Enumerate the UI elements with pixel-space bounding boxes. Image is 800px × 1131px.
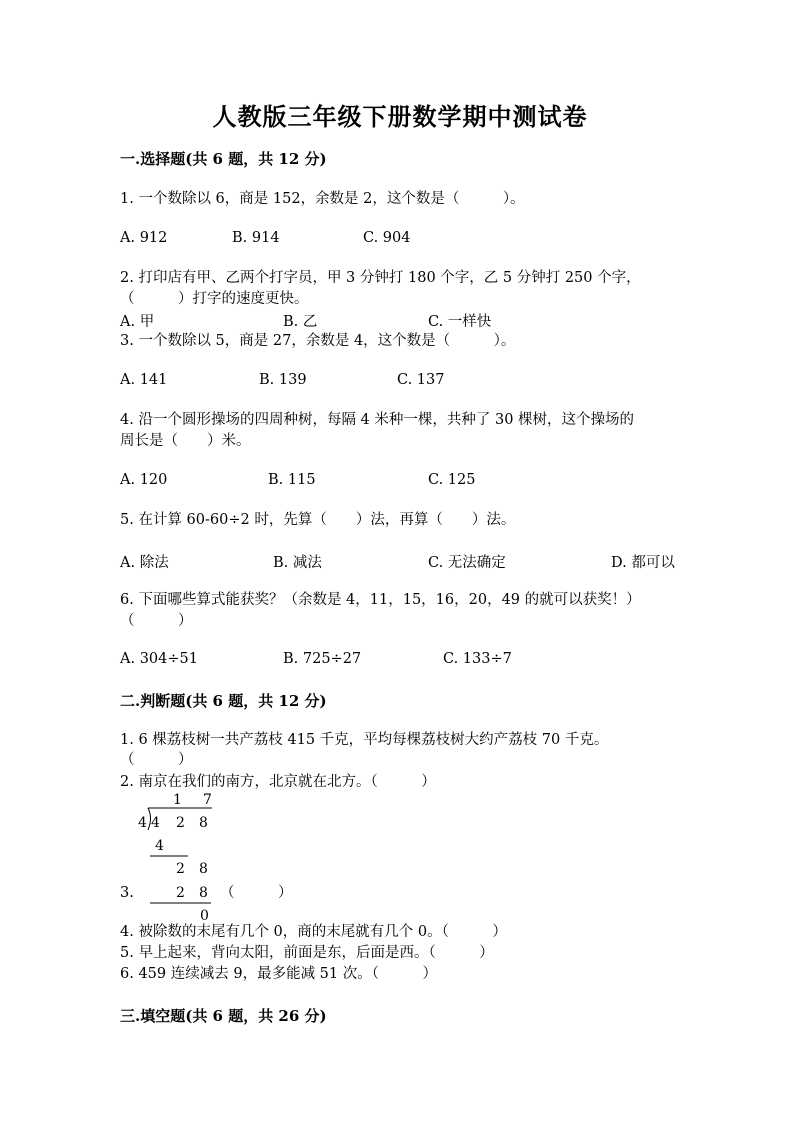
section-heading-choice: 一.选择题(共 6 题，共 12 分)	[120, 150, 327, 168]
section-heading-judge: 二.判断题(共 6 题，共 12 分)	[120, 692, 327, 710]
dividend-digit-3: 8	[199, 815, 208, 831]
judge-2: 2. 南京在我们的南方，北京就在北方。（ ）	[120, 774, 436, 790]
option-1-2-b: B. 乙	[283, 314, 318, 330]
question-1-4-line2: 周长是（ ）米。	[120, 433, 251, 449]
option-1-1-c: C. 904	[363, 230, 411, 246]
step3-digit-2: 8	[199, 885, 208, 901]
step2-digit-2: 8	[199, 861, 208, 877]
remainder-digit: 0	[200, 908, 209, 924]
option-1-5-a: A. 除法	[120, 555, 169, 571]
judge-5: 5. 早上起来，背向太阳，前面是东，后面是西。（ ）	[120, 945, 494, 961]
option-1-6-c: C. 133÷7	[443, 651, 512, 667]
judge-3-paren: （ ）	[220, 885, 293, 901]
option-1-5-b: B. 减法	[273, 555, 322, 571]
dividend-digit-2: 2	[176, 815, 185, 831]
page-title: 人教版三年级下册数学期中测试卷	[212, 102, 588, 131]
step3-digit-1: 2	[176, 885, 185, 901]
judge-1-line2: （ ）	[120, 752, 193, 768]
dividend-digit-1: 4	[151, 815, 160, 831]
quotient-digit-2: 7	[203, 792, 212, 808]
option-1-2-c: C. 一样快	[428, 314, 492, 330]
long-division-figure	[136, 786, 226, 926]
divisor-digit: 4	[138, 815, 147, 831]
option-1-4-a: A. 120	[120, 472, 168, 488]
judge-6: 6. 459 连续减去 9，最多能减 51 次。（ ）	[120, 966, 437, 982]
question-1-1: 1. 一个数除以 6，商是 152，余数是 2，这个数是（ ）。	[120, 191, 525, 207]
question-1-2-line1: 2. 打印店有甲、乙两个打字员，甲 3 分钟打 180 个字，乙 5 分钟打 250 个字，	[120, 270, 641, 286]
step1-digit: 4	[155, 838, 164, 854]
option-1-2-a: A. 甲	[120, 314, 155, 330]
question-1-5: 5. 在计算 60-60÷2 时，先算（ ）法，再算（ ）法。	[120, 512, 516, 528]
section-heading-fill: 三.填空题(共 6 题，共 26 分)	[120, 1007, 327, 1025]
option-1-3-b: B. 139	[259, 372, 307, 388]
judge-1-line1: 1. 6 棵荔枝树一共产荔枝 415 千克，平均每棵荔枝树大约产荔枝 70 千克。	[120, 732, 609, 748]
option-1-5-d: D. 都可以	[611, 555, 675, 571]
option-1-1-a: A. 912	[120, 230, 168, 246]
question-1-2-line2: （ ）打字的速度更快。	[120, 291, 309, 307]
question-1-3: 3. 一个数除以 5，商是 27，余数是 4，这个数是（ ）。	[120, 333, 516, 349]
step2-digit-1: 2	[176, 861, 185, 877]
option-1-6-b: B. 725÷27	[283, 651, 362, 667]
question-1-4-line1: 4. 沿一个圆形操场的四周种树，每隔 4 米种一棵，共种了 30 棵树，这个操场的	[120, 412, 635, 428]
question-1-6-line1: 6. 下面哪些算式能获奖？（余数是 4，11，15，16，20，49 的就可以获奖！）	[120, 592, 641, 608]
option-1-3-c: C. 137	[397, 372, 445, 388]
option-1-3-a: A. 141	[120, 372, 168, 388]
option-1-1-b: B. 914	[232, 230, 280, 246]
option-1-6-a: A. 304÷51	[120, 651, 198, 667]
option-1-4-b: B. 115	[268, 472, 316, 488]
option-1-5-c: C. 无法确定	[428, 555, 506, 571]
option-1-4-c: C. 125	[428, 472, 476, 488]
quotient-digit-1: 1	[173, 792, 182, 808]
judge-3-label: 3.	[120, 885, 134, 901]
question-1-6-line2: （ ）	[120, 613, 193, 629]
judge-4: 4. 被除数的末尾有几个 0，商的末尾就有几个 0。（ ）	[120, 924, 507, 940]
